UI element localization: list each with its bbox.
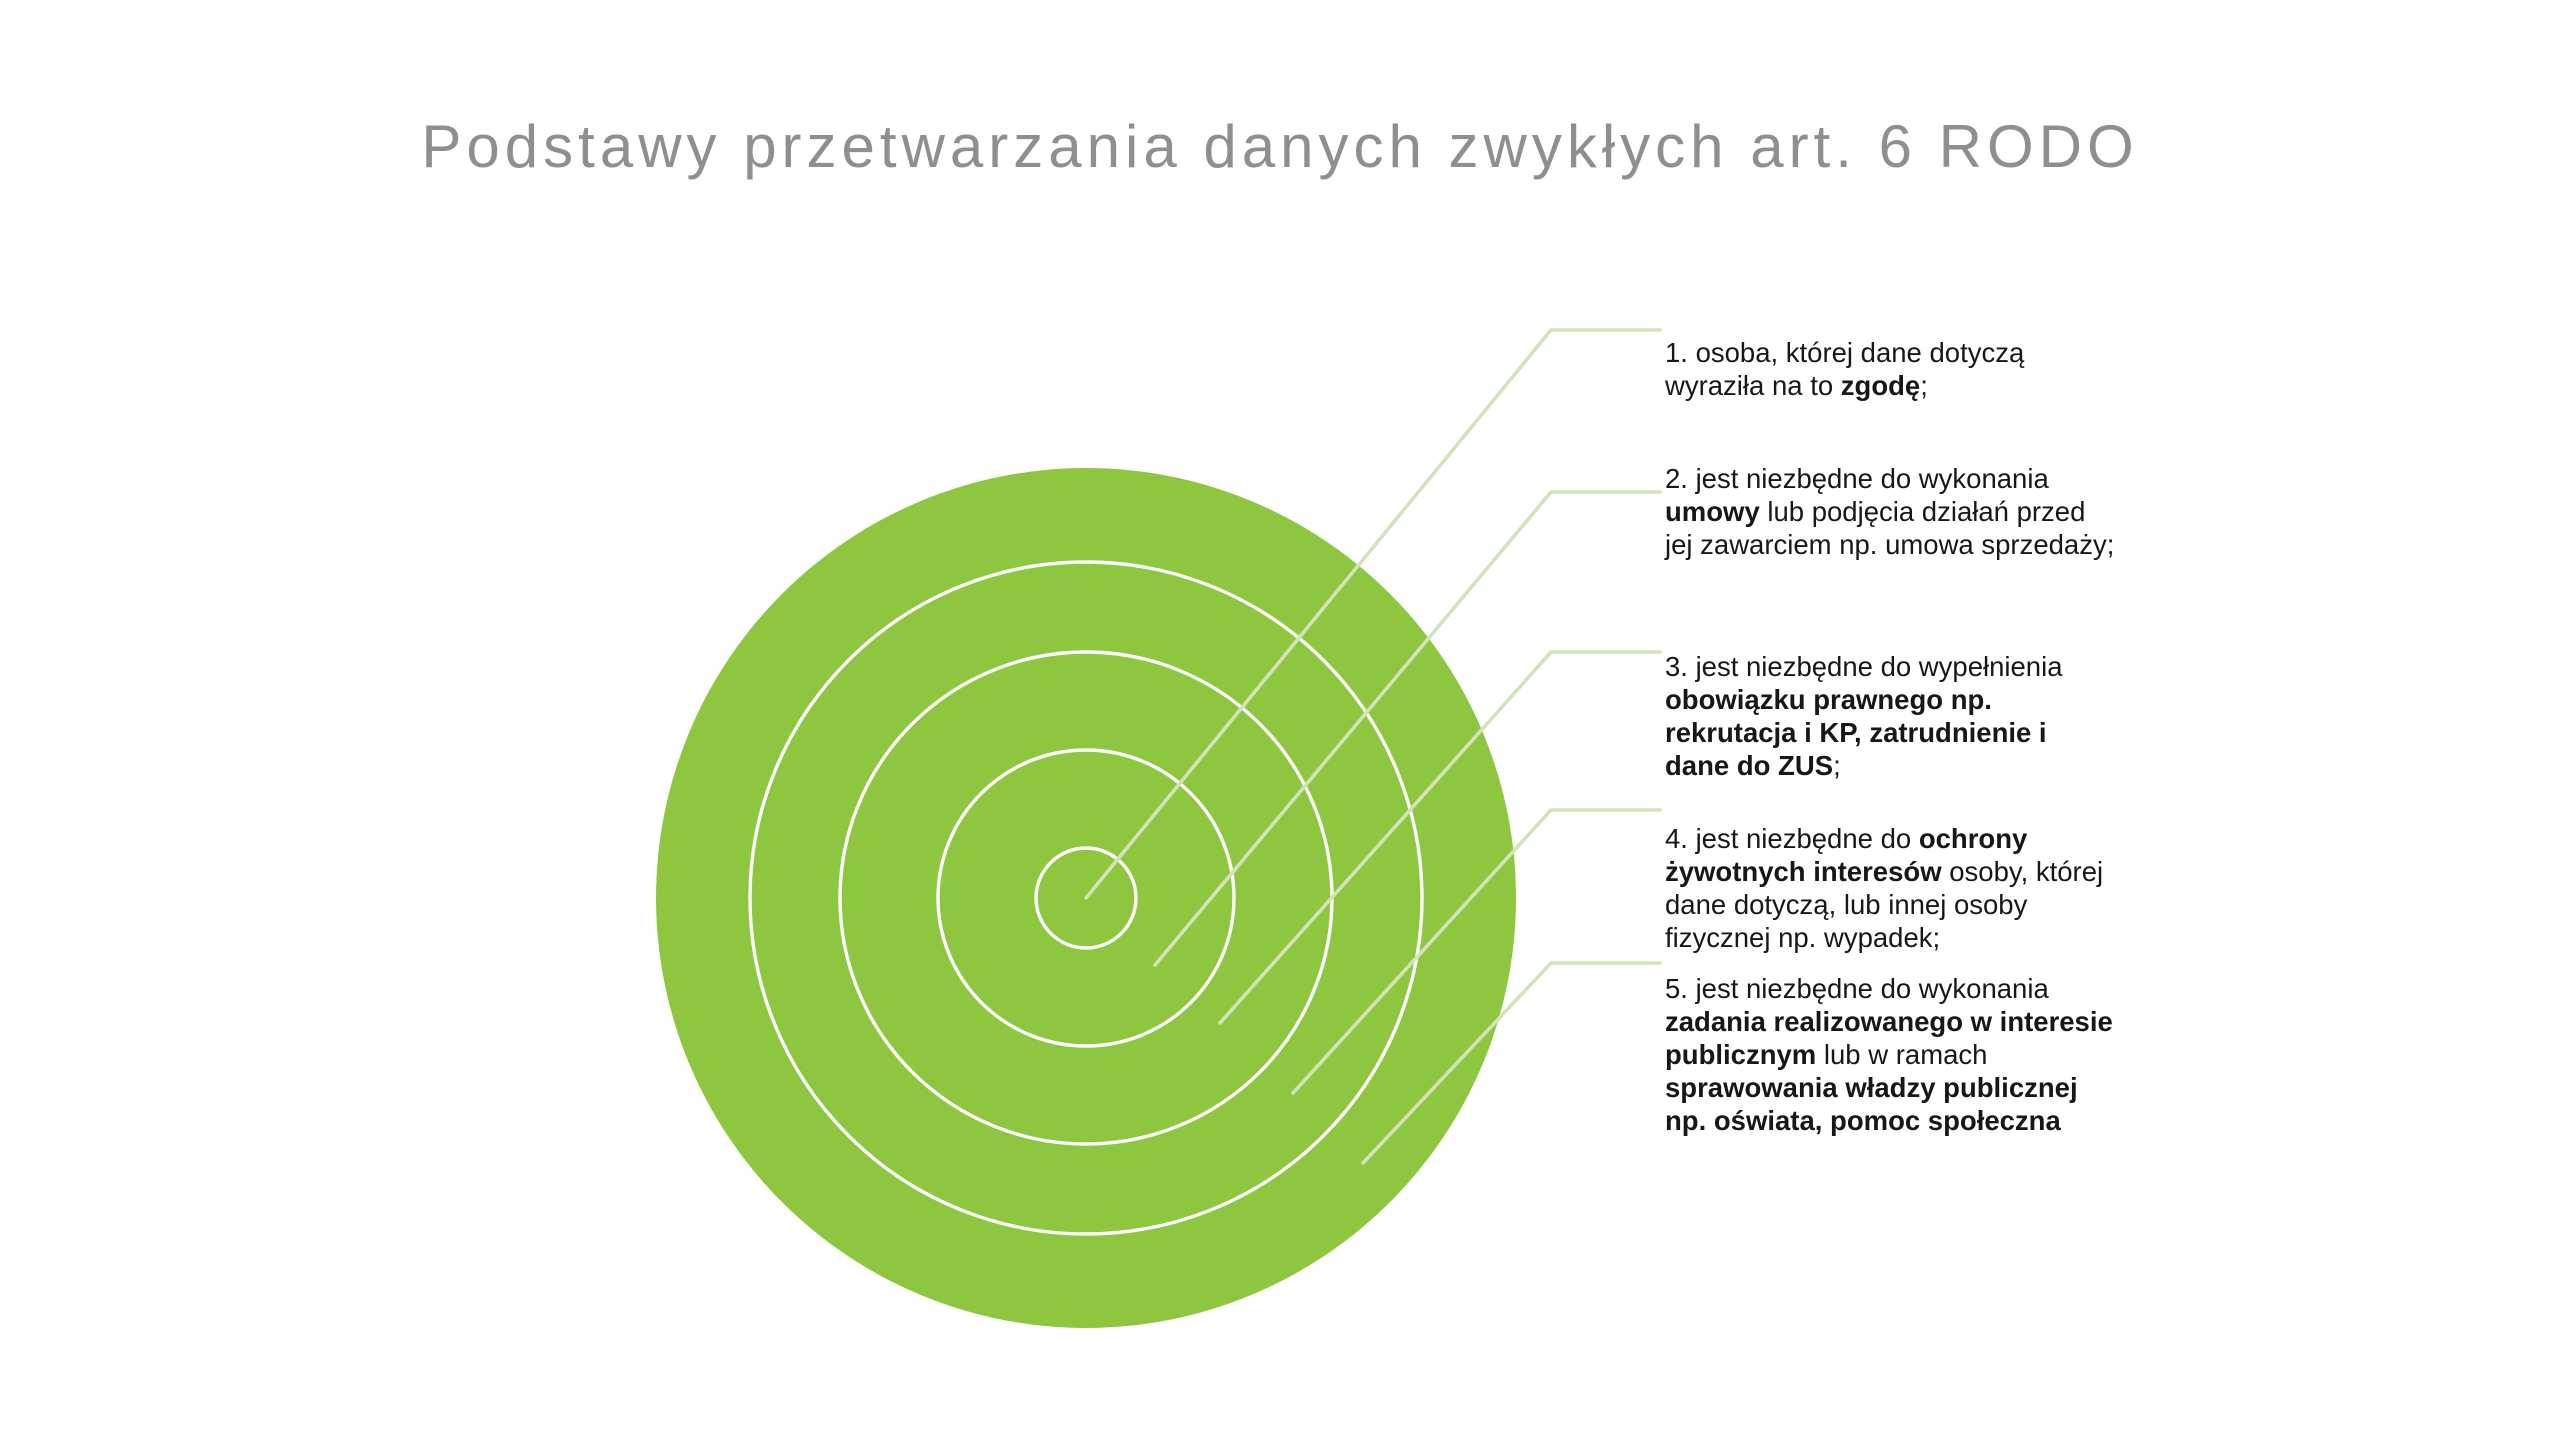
annotation-item-1: 1. osoba, której dane dotyczą wyraziła na to zgodę; (1665, 337, 2025, 401)
annotation-item-2: 2. jest niezbędne do wykonania umowy lub podjęcia działań przed jej zawarciem np. umowa sprzedaży; (1665, 463, 2115, 560)
annotation-item-4: 4. jest niezbędne do ochrony żywotnych interesów osoby, której dane dotyczą, lub innej osoby fizycznej np. wypadek; (1665, 823, 2104, 953)
annotation-item-5: 5. jest niezbędne do wykonania zadania realizowanego w interesie publicznym lub w ramach sprawowania władzy publicznej np. oświata, pomoc społeczna (1665, 973, 2113, 1136)
slide-title: Podstawy przetwarzania danych zwykłych art. 6 RODO (421, 113, 2139, 180)
annotation-item-3: 3. jest niezbędne do wypełnienia obowiązku prawnego np. rekrutacja i KP, zatrudnienie i dane do ZUS; (1665, 651, 2063, 781)
